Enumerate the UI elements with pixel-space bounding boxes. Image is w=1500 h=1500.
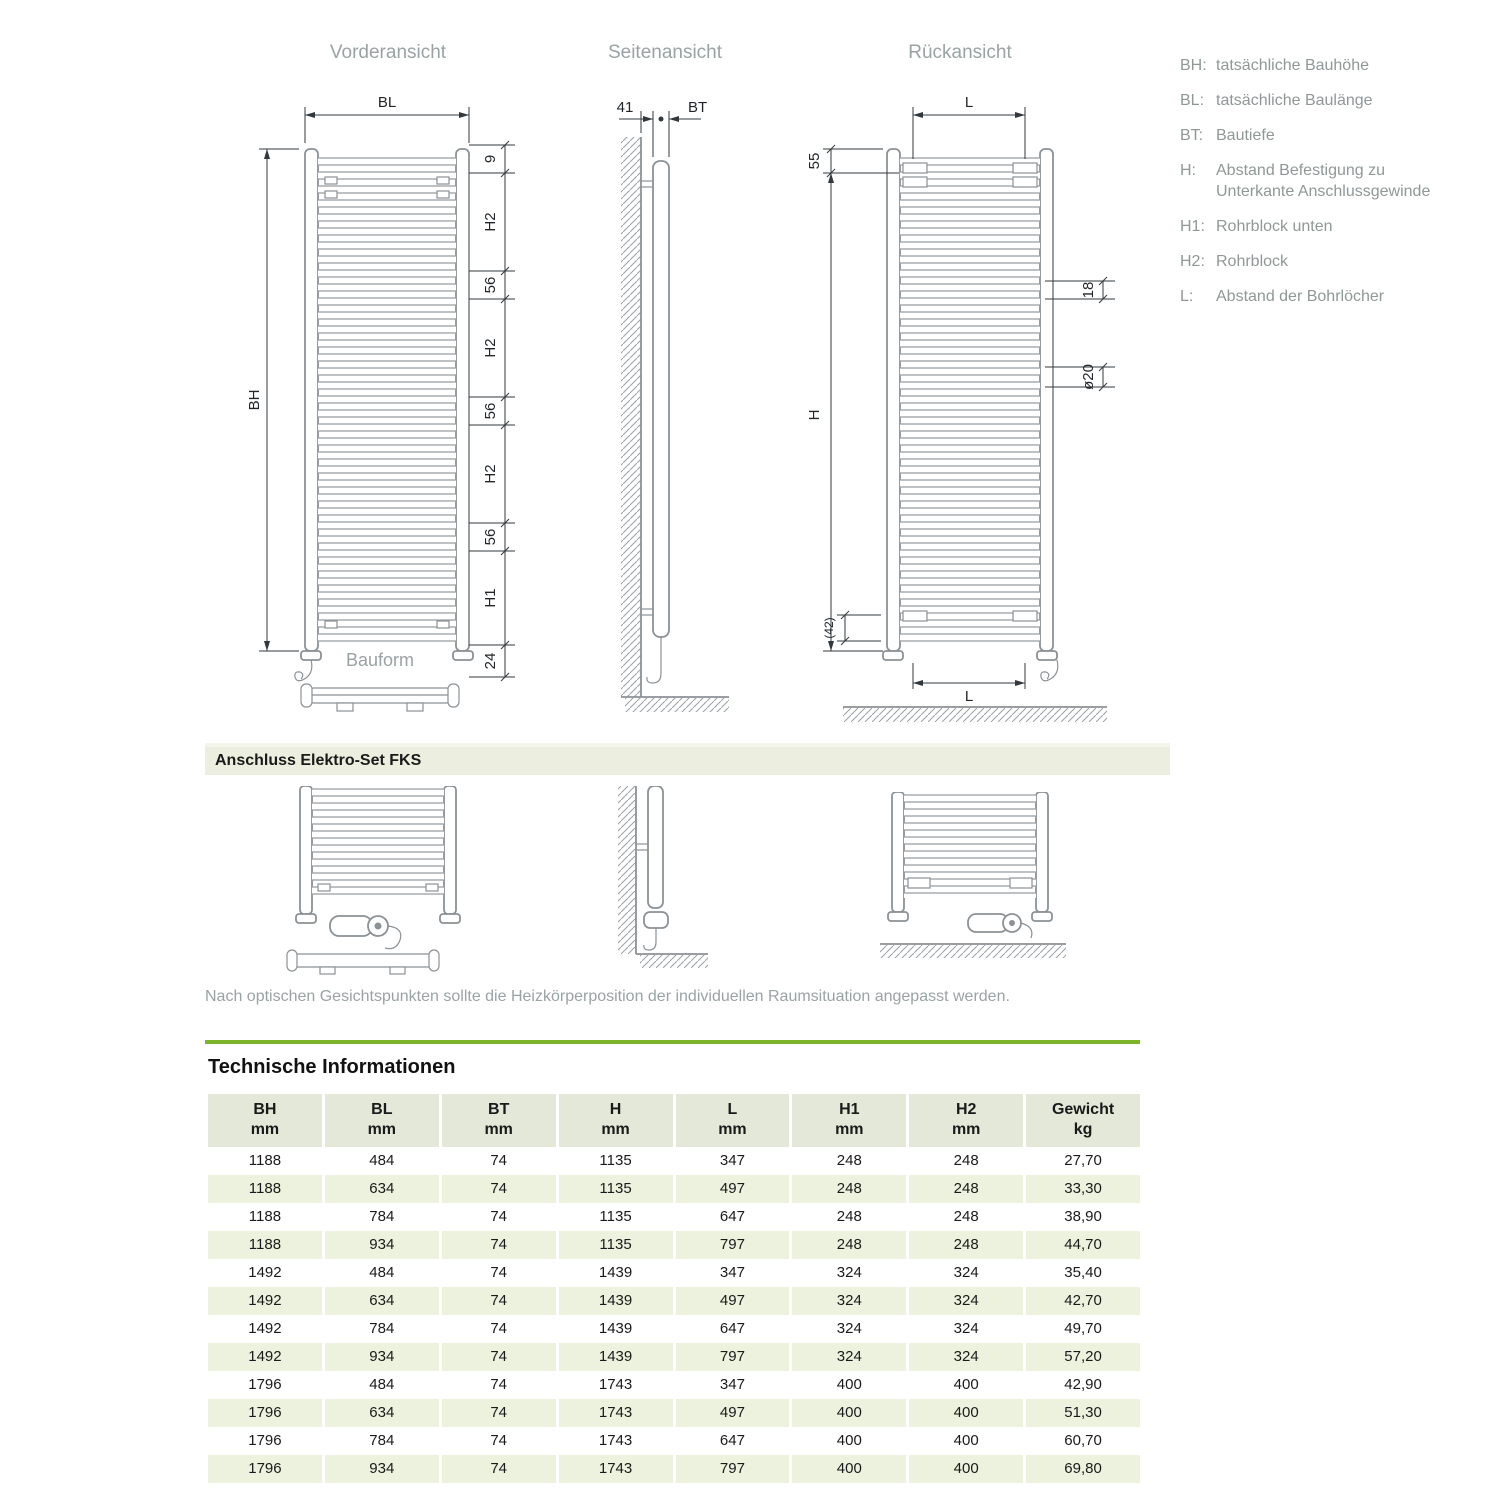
table-cell: 647: [676, 1315, 790, 1343]
table-cell: 42,90: [1026, 1371, 1140, 1399]
legend-term: L:: [1180, 288, 1194, 305]
front-view-title: Vorderansicht: [329, 42, 447, 63]
front-view-drawing: [243, 85, 533, 735]
table-cell: 634: [325, 1175, 439, 1203]
legend-term: H1:: [1180, 218, 1205, 235]
table-cell: 484: [325, 1371, 439, 1399]
fks-front-radiator: [296, 786, 460, 923]
table-cell: 74: [442, 1147, 556, 1175]
table-row: [208, 1371, 1140, 1399]
legend-item: [1180, 90, 1480, 111]
table-cell: 248: [909, 1147, 1023, 1175]
table-header: [208, 1094, 1140, 1147]
column-unit: mm: [559, 1120, 673, 1147]
table-cell: 324: [909, 1259, 1023, 1287]
table-cell: 1492: [208, 1315, 322, 1343]
table-cell: 42,70: [1026, 1287, 1140, 1315]
table-cell: 784: [325, 1427, 439, 1455]
column-unit: mm: [325, 1120, 439, 1147]
dim-label-24: 24: [482, 652, 499, 670]
dim-label-55: 55: [806, 152, 823, 170]
table-cell: 49,70: [1026, 1315, 1140, 1343]
table-cell: 1439: [559, 1315, 673, 1343]
table-cell: 1439: [559, 1287, 673, 1315]
table-cell: 74: [442, 1175, 556, 1203]
table-cell: 797: [676, 1343, 790, 1371]
table-row: [208, 1455, 1140, 1483]
side-wall: [621, 137, 641, 697]
dim-label-h1: H1: [482, 588, 499, 608]
table-cell: 934: [325, 1343, 439, 1371]
legend-list: [1180, 55, 1480, 307]
table-cell: 74: [442, 1455, 556, 1483]
column-header: BT: [442, 1094, 556, 1120]
table-row: [208, 1315, 1140, 1343]
table-cell: 1492: [208, 1287, 322, 1315]
table-cell: 634: [325, 1399, 439, 1427]
column-unit: mm: [442, 1120, 556, 1147]
table-cell: 248: [909, 1231, 1023, 1259]
table-cell: 647: [676, 1203, 790, 1231]
table-header-units: [208, 1120, 1140, 1147]
legend-desc: tatsächliche Baulänge: [1216, 92, 1373, 109]
table-cell: 324: [792, 1287, 906, 1315]
table-cell: 35,40: [1026, 1259, 1140, 1287]
table-cell: 74: [442, 1231, 556, 1259]
table-cell: 647: [676, 1427, 790, 1455]
table-row: [208, 1231, 1140, 1259]
column-header: H1: [792, 1094, 906, 1120]
table-cell: 51,30: [1026, 1399, 1140, 1427]
legend-desc: Abstand der Bohrlöcher: [1216, 288, 1385, 305]
dim-label-bt: BT: [688, 99, 708, 116]
fks-rear-drawing: [872, 792, 1072, 964]
fks-rear-radiator: [888, 792, 1052, 921]
table-cell: 1188: [208, 1147, 322, 1175]
fks-side-floor: [636, 954, 708, 968]
table-body: [208, 1147, 1140, 1483]
fks-section-header: [205, 743, 1170, 775]
position-note: Nach optischen Gesichtspunkten sollte die Heizkörperposition der individuellen Raumsituation angepasst werden.: [205, 988, 1010, 1005]
column-header: BH: [208, 1094, 322, 1120]
dim-label-bh: BH: [246, 389, 263, 411]
table-cell: 797: [676, 1455, 790, 1483]
table-cell: 400: [909, 1427, 1023, 1455]
table-cell: 1492: [208, 1259, 322, 1287]
table-cell: 347: [676, 1147, 790, 1175]
table-cell: 27,70: [1026, 1147, 1140, 1175]
table-cell: 1492: [208, 1343, 322, 1371]
table-cell: 347: [676, 1259, 790, 1287]
table-cell: 324: [909, 1315, 1023, 1343]
table-row: [208, 1175, 1140, 1203]
column-header: H: [559, 1094, 673, 1120]
table-cell: 248: [909, 1175, 1023, 1203]
table-cell: 497: [676, 1175, 790, 1203]
table-title: Technische Informationen: [208, 1056, 456, 1078]
table-cell: 74: [442, 1287, 556, 1315]
table-cell: 248: [909, 1203, 1023, 1231]
dim-label-l-top: L: [964, 94, 974, 111]
rear-radiator: [883, 149, 1058, 681]
table-cell: 74: [442, 1259, 556, 1287]
cable-icon: [644, 928, 656, 950]
column-unit: mm: [676, 1120, 790, 1147]
dim-label-h2-b: H2: [482, 338, 499, 358]
fks-side-drawing: [600, 786, 712, 978]
table-cell: 1188: [208, 1175, 322, 1203]
table-cell: 934: [325, 1231, 439, 1259]
fks-front-drawing: [278, 786, 478, 984]
legend-item: [1180, 216, 1480, 237]
table-cell: 324: [792, 1343, 906, 1371]
dim-label-bl: BL: [377, 94, 397, 111]
table-row: [208, 1147, 1140, 1175]
dim-label-h2-c: H2: [482, 464, 499, 484]
dim-label-42: (42): [822, 617, 836, 639]
table-cell: 1796: [208, 1371, 322, 1399]
side-view-title: Seitenansicht: [607, 42, 723, 63]
table-cell: 324: [909, 1287, 1023, 1315]
table-cell: 1743: [559, 1455, 673, 1483]
table-row: [208, 1203, 1140, 1231]
table-cell: 347: [676, 1371, 790, 1399]
column-unit: mm: [909, 1120, 1023, 1147]
table-cell: 1796: [208, 1427, 322, 1455]
column-header: H2: [909, 1094, 1023, 1120]
electric-set-icon: [968, 914, 1032, 938]
table-cell: 400: [792, 1399, 906, 1427]
table-cell: 248: [792, 1231, 906, 1259]
dim-label-56-b: 56: [482, 402, 499, 420]
fks-side-radiator: [636, 786, 668, 950]
table-cell: 797: [676, 1231, 790, 1259]
table-cell: 1135: [559, 1203, 673, 1231]
fks-side-wall: [618, 786, 636, 954]
rear-view-title: Rückansicht: [908, 42, 1012, 63]
legend-term: BT:: [1180, 127, 1204, 144]
table-cell: 1796: [208, 1455, 322, 1483]
table-cell: 60,70: [1026, 1427, 1140, 1455]
table-cell: 400: [792, 1427, 906, 1455]
table-cell: 69,80: [1026, 1455, 1140, 1483]
legend-term: H2:: [1180, 253, 1205, 270]
legend-desc: Rohrblock unten: [1216, 218, 1333, 235]
side-floor: [621, 697, 729, 712]
table-cell: 324: [792, 1259, 906, 1287]
table-cell: 248: [792, 1147, 906, 1175]
legend-term: BL:: [1180, 92, 1205, 109]
legend-desc: tatsächliche Bauhöhe: [1216, 57, 1369, 74]
column-unit: mm: [792, 1120, 906, 1147]
table-cell: 784: [325, 1203, 439, 1231]
table-cell: 784: [325, 1315, 439, 1343]
table-cell: 74: [442, 1203, 556, 1231]
table-row: [208, 1399, 1140, 1427]
dim-label-56-a: 56: [482, 276, 499, 294]
table-cell: 38,90: [1026, 1203, 1140, 1231]
table-cell: 400: [909, 1399, 1023, 1427]
table-cell: 634: [325, 1287, 439, 1315]
table-cell: 44,70: [1026, 1231, 1140, 1259]
technical-table: [205, 1094, 1143, 1483]
table-row: [208, 1259, 1140, 1287]
legend-term: BH:: [1180, 57, 1207, 74]
cable-icon: [1041, 660, 1058, 681]
dimension-legend: [1180, 55, 1480, 321]
table-cell: 400: [909, 1455, 1023, 1483]
table-cell: 1796: [208, 1399, 322, 1427]
rear-ground: [843, 707, 1107, 722]
dim-label-h2-a: H2: [482, 212, 499, 232]
table-cell: 1135: [559, 1175, 673, 1203]
electric-set-icon: [330, 916, 401, 949]
table-cell: 57,20: [1026, 1343, 1140, 1371]
table-cell: 400: [792, 1371, 906, 1399]
table-cell: 248: [792, 1175, 906, 1203]
column-header: BL: [325, 1094, 439, 1120]
table-cell: 1188: [208, 1203, 322, 1231]
legend-item: [1180, 55, 1480, 76]
table-row: [208, 1427, 1140, 1455]
table-header-labels: [208, 1094, 1140, 1120]
table-cell: 1743: [559, 1371, 673, 1399]
cable-icon: [647, 637, 661, 683]
legend-item: [1180, 125, 1480, 146]
table-cell: 484: [325, 1259, 439, 1287]
fks-bauform-profile: [287, 950, 439, 974]
table-cell: 484: [325, 1147, 439, 1175]
column-unit: kg: [1026, 1120, 1140, 1147]
legend-item: [1180, 160, 1480, 202]
legend-item: [1180, 286, 1480, 307]
table-cell: 1743: [559, 1427, 673, 1455]
legend-item: [1180, 251, 1480, 272]
table-cell: 497: [676, 1287, 790, 1315]
dim-label-l-bottom: L: [964, 688, 974, 705]
section-divider: [205, 1040, 1140, 1044]
fks-section-title: Anschluss Elektro-Set FKS: [215, 752, 422, 769]
table-cell: 74: [442, 1427, 556, 1455]
bauform-profile: [301, 684, 459, 711]
fks-rear-ground: [880, 944, 1066, 958]
side-radiator: [641, 161, 669, 683]
table-cell: 74: [442, 1399, 556, 1427]
dim-label-56-c: 56: [482, 528, 499, 546]
table-cell: 1135: [559, 1231, 673, 1259]
table-cell: 74: [442, 1371, 556, 1399]
table-cell: 33,30: [1026, 1175, 1140, 1203]
dim-label-41: 41: [616, 99, 634, 116]
dim-label-9: 9: [482, 154, 499, 164]
table-cell: 400: [909, 1371, 1023, 1399]
table-cell: 1439: [559, 1259, 673, 1287]
table-cell: 1188: [208, 1231, 322, 1259]
column-header: L: [676, 1094, 790, 1120]
table-cell: 324: [909, 1343, 1023, 1371]
table-cell: 74: [442, 1315, 556, 1343]
table-row: [208, 1287, 1140, 1315]
table-cell: 497: [676, 1399, 790, 1427]
dim-label-h: H: [806, 409, 823, 421]
table-cell: 1439: [559, 1343, 673, 1371]
column-unit: mm: [208, 1120, 322, 1147]
column-header: Gewicht: [1026, 1094, 1140, 1120]
table-cell: 1135: [559, 1147, 673, 1175]
table-cell: 934: [325, 1455, 439, 1483]
legend-desc: Bautiefe: [1216, 127, 1275, 144]
bauform-title: Bauform: [345, 650, 415, 670]
legend-desc: Rohrblock: [1216, 253, 1289, 270]
legend-desc: Abstand Befestigung zu Unterkante Anschlussgewinde: [1216, 162, 1431, 200]
dim-label-18: 18: [1080, 281, 1097, 299]
table-cell: 400: [792, 1455, 906, 1483]
table-row: [208, 1343, 1140, 1371]
legend-term: H:: [1180, 162, 1196, 179]
side-view-drawing: [595, 85, 735, 730]
table-cell: 248: [792, 1203, 906, 1231]
table-cell: 324: [792, 1315, 906, 1343]
rear-view-drawing: [795, 85, 1125, 750]
front-radiator: [295, 149, 473, 681]
table-cell: 1743: [559, 1399, 673, 1427]
bauform-drawing: [295, 676, 465, 726]
table-cell: 74: [442, 1343, 556, 1371]
dim-label-dia20: ø20: [1080, 364, 1097, 390]
